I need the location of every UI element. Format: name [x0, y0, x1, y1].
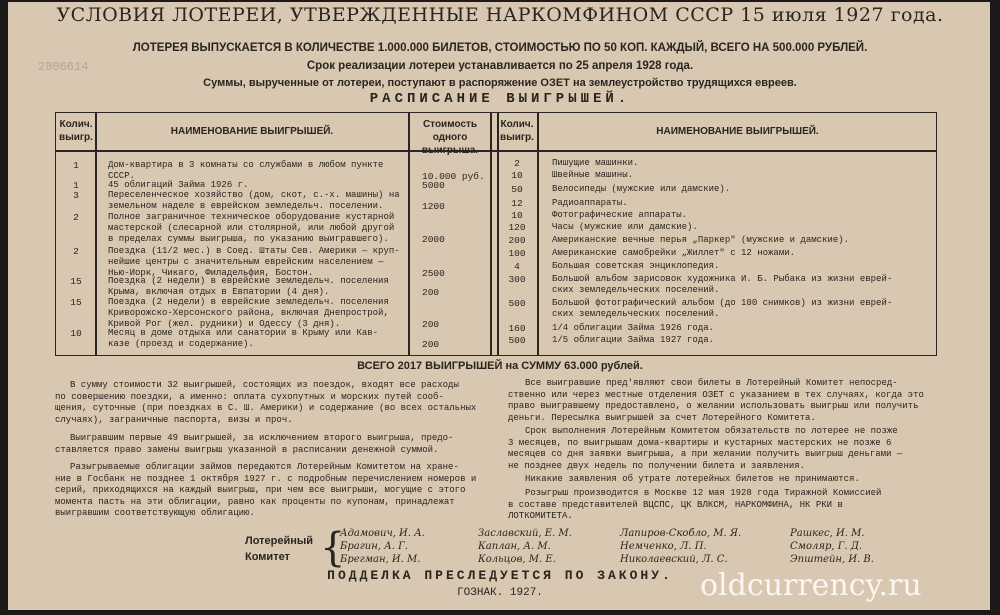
row-qty: 1 — [73, 180, 79, 191]
committee-signature: Рашкес, И. М. — [790, 528, 865, 539]
paragraph-line: Выигравшим первые 49 выигрышей, за исключением второго выигрыша, предо- — [70, 433, 454, 443]
paragraph-line: Никакие заявления об утрате лотерейных билетов не принимаются. — [525, 474, 860, 484]
page-title: УСЛОВИЯ ЛОТЕРЕИ, УТВЕРЖДЕННЫЕ НАРКОМФИНОМ СССР 15 июля 1927 года. — [56, 4, 944, 26]
paragraph-line: по совершению поездки, а именно: оплата сухопутных и морских путей сооб- — [55, 391, 444, 402]
row-qty: 160 — [508, 323, 526, 334]
paragraph-line: момента пасть на эти облигации, равно как проценты по купонам, принадлежат — [55, 496, 455, 507]
row-description: 1/5 облигации Займа 1927 года. — [552, 335, 715, 345]
row-description: в пределах суммы выигрыша, по указанию выигравшего). — [108, 234, 389, 244]
row-description: Поездка (11/2 мес.) в Соед. Штаты Сев. Америки — круп- — [108, 246, 400, 256]
row-cost: 1200 — [422, 201, 445, 212]
paragraph-line: деньги. Пересылка выигрышей за счет Лотерейного Комитета. — [508, 412, 816, 423]
row-qty: 300 — [508, 274, 526, 285]
row-qty: 10 — [511, 170, 523, 181]
header-qty-right: Колич. выигр. — [500, 119, 534, 143]
row-description: Поездка (2 недели) в еврейские земледельч. поселения — [108, 297, 389, 307]
row-description: мастерской (слесарной или столярной, или любой другой — [108, 223, 395, 233]
row-qty: 3 — [73, 190, 79, 201]
committee-signature: Лапиров-Скобло, М. Я. — [620, 528, 742, 539]
row-description: Велосипеды (мужские или дамские). — [552, 184, 731, 194]
paragraph-line: 3 месяцев, по выигрышам дома-квартиры и кустарных мастерских не позже 6 — [508, 437, 892, 448]
header-name: НАИМЕНОВАНИЕ ВЫИГРЫШЕЙ. — [170, 126, 334, 137]
row-description: Переселенческое хозяйство (дом, скот, с.-х. машины) на — [108, 190, 400, 200]
committee-signature: Каплан, А. М. — [478, 541, 551, 552]
paragraph-line: В сумму стоимости 32 выигрышей, состоящих из поездок, входят все расходы — [70, 380, 459, 390]
committee-signature: Николаевский, Л. С. — [620, 554, 728, 565]
paragraph-line: Все выигравшие пред'являют свои билеты в Лотерейный Комитет непосред- — [525, 378, 898, 388]
committee-signature: Брегман, И. М. — [340, 554, 421, 565]
committee-signature: Немченко, Л. П. — [620, 541, 707, 552]
row-cost: 200 — [422, 287, 440, 298]
table-divider — [490, 112, 492, 356]
row-qty: 200 — [508, 235, 526, 246]
row-description: казе (проезд и содержание). — [108, 339, 254, 349]
total-line: ВСЕГО 2017 ВЫИГРЫШЕЙ на СУММУ 63.000 рублей. — [357, 360, 643, 372]
committee-label-line: Комитет — [245, 551, 290, 563]
header-qty: Колич. выигр. — [59, 119, 93, 143]
row-qty: 2 — [514, 158, 520, 169]
committee-signature: Брагин, А. Г. — [340, 541, 408, 552]
issue-line: ЛОТЕРЕЯ ВЫПУСКАЕТСЯ В КОЛИЧЕСТВЕ 1.000.000 БИЛЕТОВ, СТОИМОСТЬЮ ПО 50 КОП. КАЖДЫЙ, ВСЕГО НА 500.000 РУБЛЕЙ. — [132, 42, 868, 54]
row-description: Нью-Иорк, Чикаго, Филадельфия, Бостон. — [108, 268, 314, 278]
row-description: Крыма, включая отдых в Евпатории (4 дня). — [108, 287, 330, 297]
row-description: Большой фотографический альбом (до 100 снимков) из жизни еврей- — [552, 298, 893, 308]
committee-label-line: Лотерейный — [245, 535, 314, 547]
paragraph-line: ставляется право замены выигрыш указанной в расписании денежной суммой. — [55, 444, 439, 455]
row-qty: 2 — [73, 212, 79, 223]
committee-label — [245, 533, 313, 565]
paragraph-line: серий, приходящихся на каждый выигрыш, при чем все выигрыши, могущие с этого — [55, 485, 466, 495]
row-qty: 15 — [70, 297, 82, 308]
row-description: 1/4 облигации Займа 1926 года. — [552, 323, 715, 333]
row-description: Большой альбом зарисовок художника И. Б. Рыбака из жизни еврей- — [552, 274, 893, 284]
row-qty: 10 — [70, 328, 82, 339]
row-cost: 10.000 руб. — [422, 171, 485, 182]
row-description: СССР. — [108, 171, 136, 181]
row-qty: 12 — [511, 198, 523, 209]
row-qty: 10 — [511, 210, 523, 221]
row-description: Американские самобрейки „Жиллет" с 12 ножами. — [552, 248, 796, 258]
table-header-rule — [55, 150, 937, 152]
row-description: земельном наделе в еврейском земледельч. поселении. — [108, 201, 384, 211]
paragraph-line: выигравшим соответствующую облигацию. — [55, 508, 255, 518]
row-qty: 120 — [508, 222, 526, 233]
row-description: Американские вечные перья „Паркер" (мужские и дамские). — [552, 235, 850, 245]
row-cost: 2500 — [422, 268, 445, 279]
header-name-right: НАИМЕНОВАНИЕ ВЫИГРЫШЕЙ. — [656, 126, 819, 137]
row-description: 45 облигаций Займа 1926 г. — [108, 180, 249, 190]
paragraph-line: право выигравшему предоставлено, о желании использовать выигрыш или получить — [508, 401, 919, 411]
row-description: Дом-квартира в 3 комнаты со службами в любом пункте — [108, 160, 384, 170]
row-qty: 4 — [514, 261, 520, 272]
paragraph-line: ственно или через местные отделения ОЗЕТ с указанием в тех случаях, когда это — [508, 389, 924, 400]
committee-signature: Адамович, И. А. — [340, 528, 425, 539]
row-description: нейшие центры с значительным еврейским населением — — [108, 257, 384, 267]
paragraph-line: щения, суточные (при поездках в С. Ш. Америки) и содержание (во всех остальных — [55, 403, 477, 413]
row-description: Радиоаппараты. — [552, 198, 628, 208]
committee-signature: Эпштейн, И. В. — [790, 554, 874, 565]
row-qty: 15 — [70, 276, 82, 287]
watermark-text: oldcurrency.ru — [700, 568, 922, 603]
row-description: Месяц в доме отдыха или санатории в Крыму или Кав- — [108, 328, 379, 338]
paragraph-line: Розыгрыш производится в Москве 12 мая 1928 года Тиражной Комиссией — [525, 488, 882, 498]
row-qty: 500 — [508, 298, 526, 309]
serial-stamp: 2806614 — [38, 60, 89, 74]
forgery-warning: ПОДДЕЛКА ПРЕСЛЕДУЕТСЯ ПО ЗАКОНУ. — [327, 568, 673, 583]
row-description: Полное заграничное техническое оборудование кустарной — [108, 212, 395, 222]
paragraph-line: ЛОТКОМИТЕТА. — [508, 511, 573, 521]
row-qty: 1 — [73, 160, 79, 171]
row-qty: 2 — [73, 246, 79, 257]
row-description: Кривой Рог (жел. рудники) и Одессу (3 дня). — [108, 319, 341, 329]
committee-signature: Заславский, Е. М. — [478, 528, 572, 539]
paragraph-line: Разыгрываемые облигации займов передаются Лотерейным Комитетом на хране- — [70, 462, 459, 472]
row-description: Фотографические аппараты. — [552, 210, 688, 220]
printer-imprint: ГОЗНАК. 1927. — [457, 587, 543, 599]
table-divider — [497, 112, 499, 356]
paragraph-line: не позднее двух недель по получении билета и заявления. — [508, 460, 806, 471]
table-divider — [95, 112, 97, 356]
brace-icon: { — [320, 525, 346, 571]
committee-signature: Смоляр, Г. Д. — [790, 541, 862, 552]
row-description: Швейные машины. — [552, 170, 634, 180]
row-qty: 50 — [511, 184, 523, 195]
paragraph-line: в составе представителей ВЦСПС, ЦК ВЛКСМ, НАРКОМФИНА, НК РКИ в — [508, 499, 843, 510]
row-description: ских земледельческих поселений. — [552, 309, 720, 319]
paragraph-line: месяцев со дня заявки выигрыша, а при желании получить выигрыш деньгами — — [508, 449, 903, 459]
schedule-title: РАСПИСАНИЕ ВЫИГРЫШЕЙ. — [369, 91, 631, 107]
row-cost: 200 — [422, 339, 440, 350]
committee-signature: Кольцов, М. Е. — [478, 554, 556, 565]
row-description: Пишущие машинки. — [552, 158, 639, 168]
row-description: Большая советская энциклопедия. — [552, 261, 720, 271]
paragraph-line: случаях), заграничные паспорта, визы и проч. — [55, 414, 293, 425]
paragraph-line: ние в Госбанк не позднее 1 октября 1927 г. с подробным перечислением номеров и — [55, 473, 477, 484]
row-cost: 5000 — [422, 180, 445, 191]
row-description: Часы (мужские или дамские). — [552, 222, 698, 232]
row-cost: 200 — [422, 319, 440, 330]
term-line: Срок реализации лотереи устанавливается по 25 апреля 1928 года. — [306, 60, 694, 72]
row-qty: 100 — [508, 248, 526, 259]
header-cost: Стоимость одного выигрыша. — [421, 119, 479, 156]
row-cost: 2000 — [422, 234, 445, 245]
row-qty: 500 — [508, 335, 526, 346]
row-description: ских земледельческих поселений. — [552, 285, 720, 295]
proceeds-line: Суммы, вырученные от лотереи, поступают в распоряжение ОЗЕТ на землеустройство трудящихся евреев. — [203, 77, 797, 89]
paragraph-line: Срок выполнения Лотерейным Комитетом обязательств по лотерее не позже — [525, 426, 898, 436]
row-description: Поездка (2 недели) в еврейские земледельч. поселения — [108, 276, 389, 286]
table-divider — [537, 112, 539, 356]
row-description: Криворожско-Херсонского района, включая Днепрострой, — [108, 308, 389, 318]
